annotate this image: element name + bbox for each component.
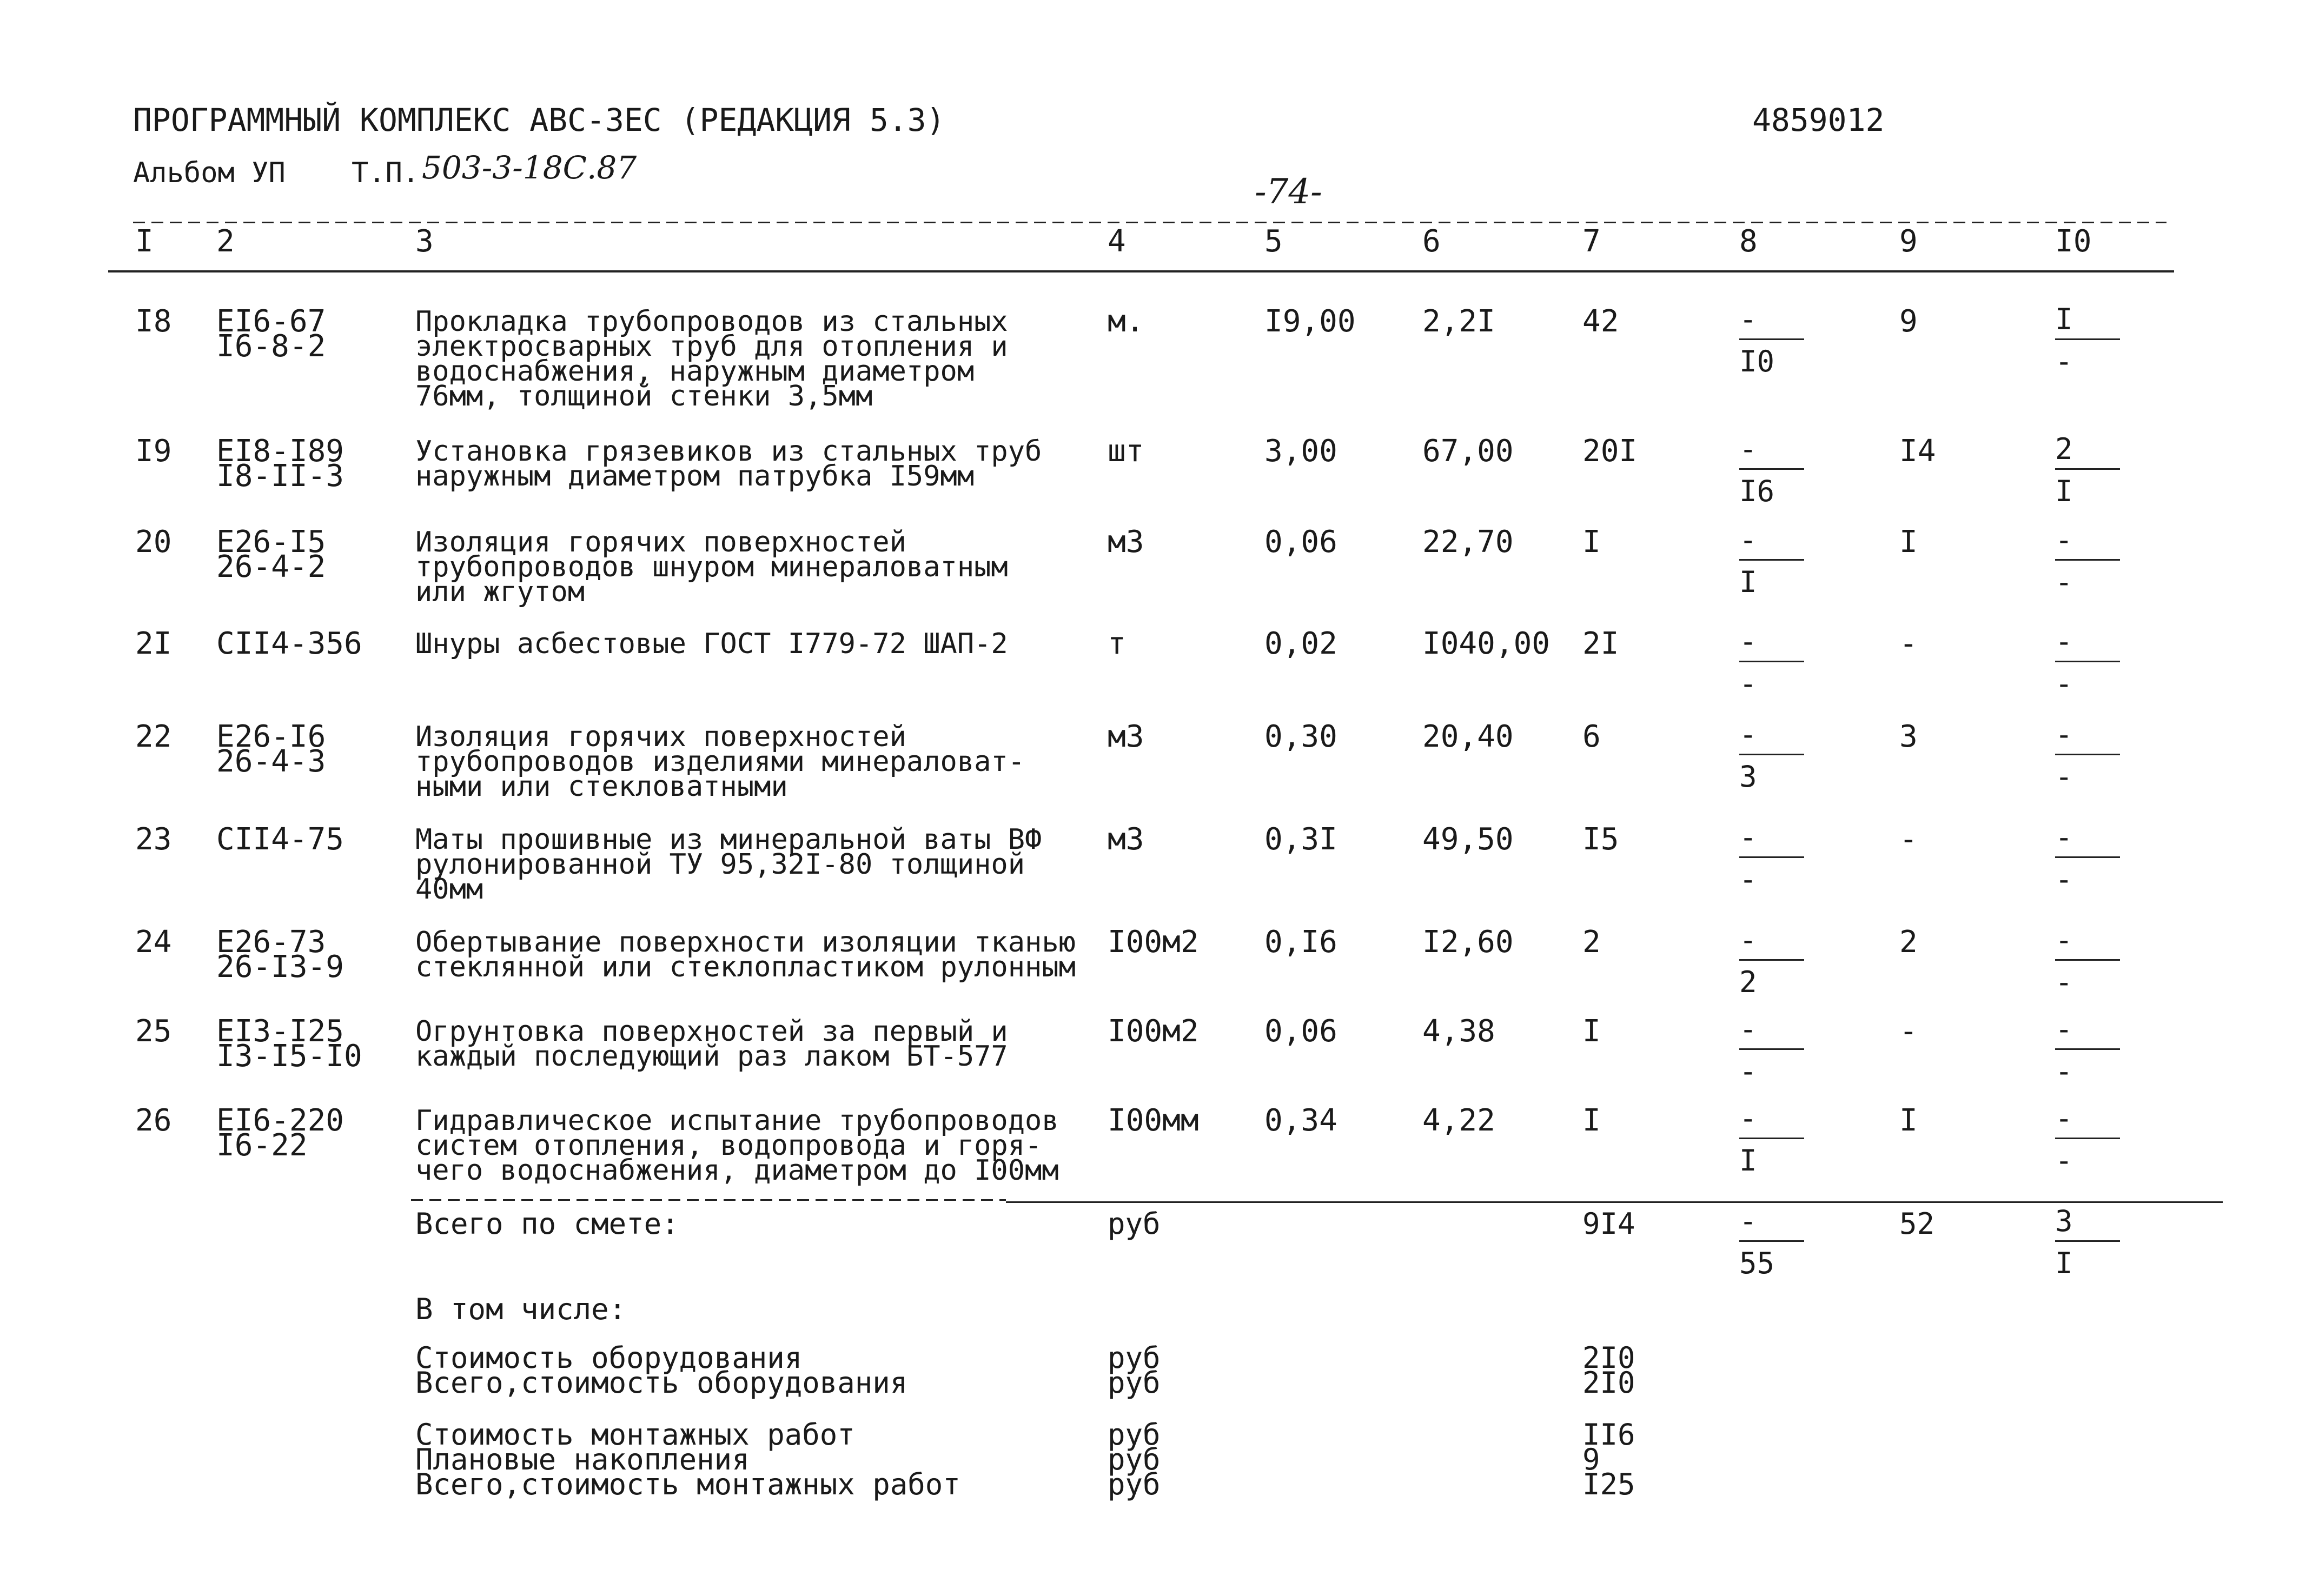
total-col8-bottom: 55 xyxy=(1739,1246,1775,1280)
header-top-rule xyxy=(133,222,2167,223)
row-col10-bottom: - xyxy=(2055,965,2073,999)
row-description: 76мм, толщиной стенки 3,5мм xyxy=(415,380,873,413)
fraction-line xyxy=(2055,338,2120,340)
document-code: 4859012 xyxy=(1752,102,1885,138)
breakdown-value: II6 xyxy=(1582,1418,1635,1452)
row-total: I xyxy=(1582,1103,1601,1138)
total-dash-rule xyxy=(411,1199,1006,1201)
breakdown-value: 2I0 xyxy=(1582,1366,1635,1400)
breakdown-value: 9 xyxy=(1582,1442,1600,1477)
total-col8-top: - xyxy=(1739,1204,1757,1238)
row-col9: - xyxy=(1899,822,1918,857)
row-code: I8-II-3 xyxy=(216,458,344,494)
row-col10-top: - xyxy=(2055,717,2073,752)
row-price: 22,70 xyxy=(1422,524,1514,560)
row-number: 22 xyxy=(135,719,172,754)
breakdown-value: I25 xyxy=(1582,1467,1635,1501)
fraction-line xyxy=(2055,1138,2120,1139)
row-code: 26-4-2 xyxy=(216,549,326,584)
row-col10-top: - xyxy=(2055,820,2073,854)
row-description: Прокладка трубопроводов из стальных xyxy=(415,305,1008,338)
row-col8-bottom: - xyxy=(1739,1054,1757,1088)
album-label: Альбом УП xyxy=(133,157,286,189)
row-description: Установка грязевиков из стальных труб xyxy=(415,435,1042,468)
fraction-line xyxy=(1739,1240,1804,1242)
row-quantity: I9,00 xyxy=(1264,304,1356,339)
row-total: 6 xyxy=(1582,719,1601,754)
row-number: I9 xyxy=(135,434,172,469)
row-unit: м3 xyxy=(1108,719,1144,754)
row-price: 4,22 xyxy=(1422,1103,1495,1138)
row-total: 2 xyxy=(1582,925,1601,960)
row-description: Маты прошивные из минеральной ваты ВФ xyxy=(415,823,1042,856)
row-col10-top: - xyxy=(2055,523,2073,557)
column-header-8: 8 xyxy=(1739,224,1758,259)
row-unit: м3 xyxy=(1108,524,1144,560)
row-col8-bottom: - xyxy=(1739,667,1757,701)
row-code: I6-22 xyxy=(216,1128,308,1163)
row-col9: 2 xyxy=(1899,925,1918,960)
fraction-line xyxy=(1739,661,1804,662)
tp-label: Т.П. xyxy=(352,157,420,189)
row-unit: м. xyxy=(1108,304,1144,339)
row-quantity: 0,3I xyxy=(1264,822,1337,857)
fraction-line xyxy=(1739,1048,1804,1050)
fraction-line xyxy=(2055,754,2120,755)
row-description: Гидравлическое испытание трубопроводов xyxy=(415,1105,1059,1137)
fraction-line xyxy=(1739,559,1804,561)
header-bottom-rule xyxy=(108,270,2174,272)
row-col8-bottom: I xyxy=(1739,1143,1757,1178)
row-description: 40мм xyxy=(415,873,483,906)
column-header-6: 6 xyxy=(1422,224,1441,259)
row-col8-bottom: 3 xyxy=(1739,760,1757,794)
row-col8-top: - xyxy=(1739,923,1757,957)
row-total: I5 xyxy=(1582,822,1619,857)
column-header-3: 3 xyxy=(415,224,434,259)
row-total: 20I xyxy=(1582,434,1638,469)
total-label: Всего по смете: xyxy=(415,1207,679,1241)
row-description: Обертывание поверхности изоляции тканью xyxy=(415,926,1076,959)
column-header-10: I0 xyxy=(2055,224,2092,259)
row-price: 4,38 xyxy=(1422,1014,1495,1049)
row-description: трубопроводов шнуром минераловатным xyxy=(415,551,1008,583)
row-number: 20 xyxy=(135,524,172,560)
row-col8-bottom: I xyxy=(1739,565,1757,599)
row-quantity: 0,34 xyxy=(1264,1103,1337,1138)
row-code: I3-I5-I0 xyxy=(216,1039,362,1074)
row-col10-bottom: I xyxy=(2055,474,2073,508)
row-code: ЕI6-67 xyxy=(216,304,326,339)
row-col9: I xyxy=(1899,524,1918,560)
row-description: чего водоснабжения, диаметром до I00мм xyxy=(415,1154,1059,1187)
row-description: систем отопления, водопровода и горя- xyxy=(415,1129,1042,1162)
column-header-1: I xyxy=(135,224,154,259)
row-quantity: 0,02 xyxy=(1264,626,1337,661)
fraction-line xyxy=(1739,754,1804,755)
row-unit: I00м2 xyxy=(1108,1014,1199,1049)
total-col10-bottom: I xyxy=(2055,1246,2073,1280)
row-description: трубопроводов изделиями минераловат- xyxy=(415,746,1025,778)
fraction-line xyxy=(2055,559,2120,561)
row-price: I2,60 xyxy=(1422,925,1514,960)
row-unit: шт xyxy=(1108,434,1144,469)
row-price: 20,40 xyxy=(1422,719,1514,754)
row-col10-top: 2 xyxy=(2055,432,2073,466)
row-quantity: 3,00 xyxy=(1264,434,1337,469)
row-description: водоснабжения, наружным диаметром xyxy=(415,355,975,388)
row-col9: - xyxy=(1899,1014,1918,1049)
row-col8-bottom: I0 xyxy=(1739,344,1775,378)
fraction-line xyxy=(2055,1048,2120,1050)
row-col9: 3 xyxy=(1899,719,1918,754)
row-description: или жгутом xyxy=(415,576,585,608)
row-total: I xyxy=(1582,524,1601,560)
fraction-line xyxy=(2055,959,2120,961)
row-description: ными или стекловатными xyxy=(415,770,788,803)
column-header-4: 4 xyxy=(1108,224,1126,259)
breakdown-unit: руб xyxy=(1108,1442,1161,1477)
row-price: 49,50 xyxy=(1422,822,1514,857)
page-number: -74- xyxy=(1255,172,1322,212)
row-col10-bottom: - xyxy=(2055,344,2073,378)
row-unit: м3 xyxy=(1108,822,1144,857)
breakdown-value: 2I0 xyxy=(1582,1341,1635,1375)
row-code: Е26-I5 xyxy=(216,524,326,560)
fraction-line xyxy=(1739,856,1804,858)
fraction-line xyxy=(2055,661,2120,662)
row-col9: 9 xyxy=(1899,304,1918,339)
row-col8-bottom: 2 xyxy=(1739,965,1757,999)
row-col10-top: - xyxy=(2055,1012,2073,1046)
row-description: рулонированной ТУ 95,32I-80 толщиной xyxy=(415,848,1025,881)
row-col8-top: - xyxy=(1739,1012,1757,1046)
row-code: I6-8-2 xyxy=(216,329,326,364)
program-title: ПРОГРАММНЫЙ КОМПЛЕКС АВС-3ЕС (РЕДАКЦИЯ 5.3) xyxy=(133,102,945,138)
row-description: Изоляция горячих поверхностей xyxy=(415,721,906,753)
total-sum: 9I4 xyxy=(1582,1207,1635,1241)
row-code: Е26-I6 xyxy=(216,719,326,754)
row-col10-top: - xyxy=(2055,1101,2073,1135)
row-col10-bottom: - xyxy=(2055,760,2073,794)
row-description: наружным диаметром патрубка I59мм xyxy=(415,460,975,493)
fraction-line xyxy=(1739,959,1804,961)
column-header-9: 9 xyxy=(1899,224,1918,259)
row-price: 2,2I xyxy=(1422,304,1495,339)
breakdown-unit: руб xyxy=(1108,1467,1161,1501)
row-col10-bottom: - xyxy=(2055,667,2073,701)
breakdown-label: Стоимость оборудования xyxy=(415,1341,803,1375)
row-total: I xyxy=(1582,1014,1601,1049)
fraction-line xyxy=(1739,468,1804,470)
row-code: СII4-75 xyxy=(216,822,344,857)
row-code: ЕI6-220 xyxy=(216,1103,344,1138)
row-description: стеклянной или стеклопластиком рулонным xyxy=(415,951,1076,983)
row-number: 2I xyxy=(135,626,172,661)
total-unit: руб xyxy=(1108,1207,1161,1241)
row-col8-top: - xyxy=(1739,624,1757,659)
row-description: Изоляция горячих поверхностей xyxy=(415,526,906,558)
row-col9: I xyxy=(1899,1103,1918,1138)
row-total: 42 xyxy=(1582,304,1619,339)
row-number: 25 xyxy=(135,1014,172,1049)
row-col10-bottom: - xyxy=(2055,565,2073,599)
breakdown-unit: руб xyxy=(1108,1341,1161,1375)
column-header-5: 5 xyxy=(1264,224,1283,259)
row-col8-top: - xyxy=(1739,1101,1757,1135)
row-col10-bottom: - xyxy=(2055,1143,2073,1178)
row-number: 26 xyxy=(135,1103,172,1138)
breakdown-label: Стоимость монтажных работ xyxy=(415,1418,855,1452)
total-col9: 52 xyxy=(1899,1207,1935,1241)
row-number: I8 xyxy=(135,304,172,339)
row-price: I040,00 xyxy=(1422,626,1551,661)
column-header-7: 7 xyxy=(1582,224,1601,259)
row-description: электросварных труб для отопления и xyxy=(415,330,1008,363)
including-label: В том числе: xyxy=(415,1292,627,1326)
row-code: Е26-73 xyxy=(216,925,326,960)
row-col10-bottom: - xyxy=(2055,862,2073,896)
row-description: Огрунтовка поверхностей за первый и xyxy=(415,1015,1008,1048)
row-col10-bottom: - xyxy=(2055,1054,2073,1088)
row-price: 67,00 xyxy=(1422,434,1514,469)
row-quantity: 0,06 xyxy=(1264,524,1337,560)
row-description: Шнуры асбестовые ГОСТ I779-72 ШАП-2 xyxy=(415,628,1008,660)
row-col10-top: - xyxy=(2055,624,2073,659)
row-col8-top: - xyxy=(1739,523,1757,557)
row-col8-top: - xyxy=(1739,432,1757,466)
row-col8-bottom: - xyxy=(1739,862,1757,896)
row-col9: I4 xyxy=(1899,434,1936,469)
row-total: 2I xyxy=(1582,626,1619,661)
row-col8-bottom: I6 xyxy=(1739,474,1775,508)
row-quantity: 0,30 xyxy=(1264,719,1337,754)
breakdown-label: Всего,стоимость оборудования xyxy=(415,1366,908,1400)
row-quantity: 0,06 xyxy=(1264,1014,1337,1049)
row-number: 24 xyxy=(135,925,172,960)
row-code: ЕI3-I25 xyxy=(216,1014,344,1049)
row-code: СII4-356 xyxy=(216,626,362,661)
breakdown-label: Плановые накопления xyxy=(415,1442,750,1477)
total-rule xyxy=(1006,1201,2223,1203)
row-unit: т xyxy=(1108,626,1126,661)
fraction-line xyxy=(1739,338,1804,340)
row-col10-top: I xyxy=(2055,302,2073,336)
row-code: 26-I3-9 xyxy=(216,949,344,985)
row-number: 23 xyxy=(135,822,172,857)
column-header-2: 2 xyxy=(216,224,235,259)
row-description: каждый последующий раз лаком БТ-577 xyxy=(415,1040,1008,1073)
row-code: 26-4-3 xyxy=(216,744,326,779)
row-code: ЕI8-I89 xyxy=(216,434,344,469)
breakdown-label: Всего,стоимость монтажных работ xyxy=(415,1467,960,1501)
row-col9: - xyxy=(1899,626,1918,661)
fraction-line xyxy=(1739,1138,1804,1139)
row-unit: I00мм xyxy=(1108,1103,1199,1138)
row-col10-top: - xyxy=(2055,923,2073,957)
fraction-line xyxy=(2055,468,2120,470)
row-unit: I00м2 xyxy=(1108,925,1199,960)
breakdown-unit: руб xyxy=(1108,1366,1161,1400)
tp-value: 503-3-18С.87 xyxy=(422,149,637,186)
row-col8-top: - xyxy=(1739,820,1757,854)
row-col8-top: - xyxy=(1739,717,1757,752)
total-col10-top: 3 xyxy=(2055,1204,2073,1238)
fraction-line xyxy=(2055,1240,2120,1242)
fraction-line xyxy=(2055,856,2120,858)
row-col8-top: - xyxy=(1739,302,1757,336)
breakdown-unit: руб xyxy=(1108,1418,1161,1452)
row-quantity: 0,I6 xyxy=(1264,925,1337,960)
